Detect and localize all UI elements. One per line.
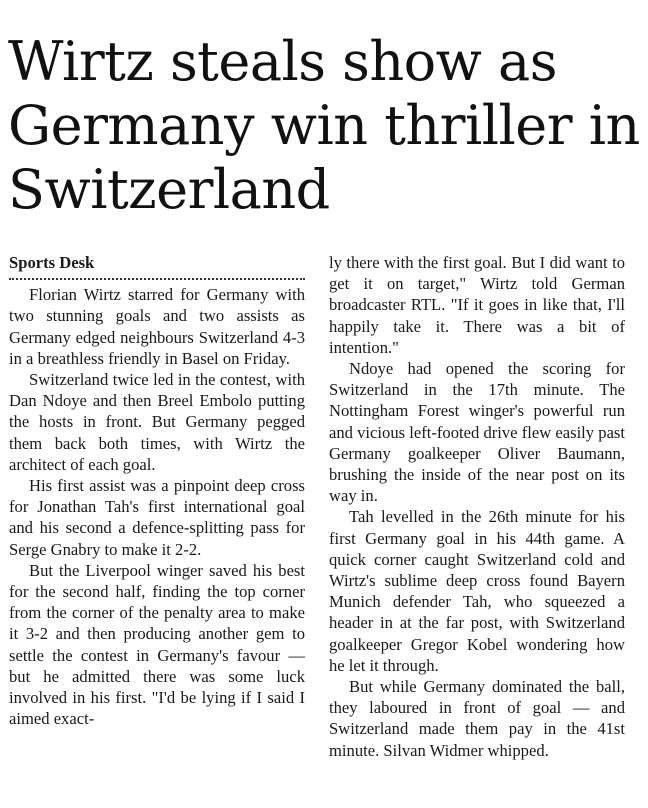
- article-paragraph: Ndoye had opened the scoring for Switzerland in the 17th minute. The Nottingham Forest winger's powerful run and vicious left-footed drive flew easily past Germany goalkeeper Oliver Baumann, brushing the inside of the near post on its way in.: [329, 359, 625, 506]
- article-headline: Wirtz steals show as Germany win thriller in Switzerland: [8, 30, 640, 221]
- article-paragraph: Switzerland twice led in the contest, with Dan Ndoye and then Breel Embolo putting the hosts in front. But Germany pegged them back both times, with Wirtz the architect of each goal.: [9, 370, 305, 474]
- article-paragraph: But the Liverpool winger saved his best for the second half, finding the top corner from the corner of the penalty area to make it 3-2 and then producing another gem to settle the contest in Germany's favour — but he admitted there was some luck involved in his first. "I'd be lying if I said I aimed exact-: [9, 560, 305, 729]
- article-paragraph: Tah levelled in the 26th minute for his first Germany goal in his 44th game. A quick corner caught Switzerland cold and Wirtz's sublime deep cross found Bayern Munich defender Tah, who squeezed a header in at the far post, with Switzerland goalkeeper Gregor Kobel wondering how he let it through.: [329, 507, 625, 675]
- article-column-right: [329, 252, 625, 761]
- article-paragraph-continued: ly there with the first goal. But I did want to get it on target," Wirtz told German broadcaster RTL. "If it goes in like that, I'll happily take it. There was a bit of intention.": [329, 253, 625, 357]
- article-paragraph: Florian Wirtz starred for Germany with two stunning goals and two assists as Germany edged neighbours Switzerland 4-3 in a breathless friendly in Basel on Friday.: [9, 285, 305, 368]
- article-paragraph: But while Germany dominated the ball, they laboured in front of goal — and Switzerland made them pay in the 41st minute. Silvan Widmer whipped.: [329, 677, 625, 760]
- article-paragraph: His first assist was a pinpoint deep cross for Jonathan Tah's first international goal and his second a defence-splitting pass for Serge Gnabry to make it 2-2.: [9, 476, 305, 559]
- article-byline: Sports Desk: [9, 252, 305, 280]
- article-column-left: [9, 252, 305, 729]
